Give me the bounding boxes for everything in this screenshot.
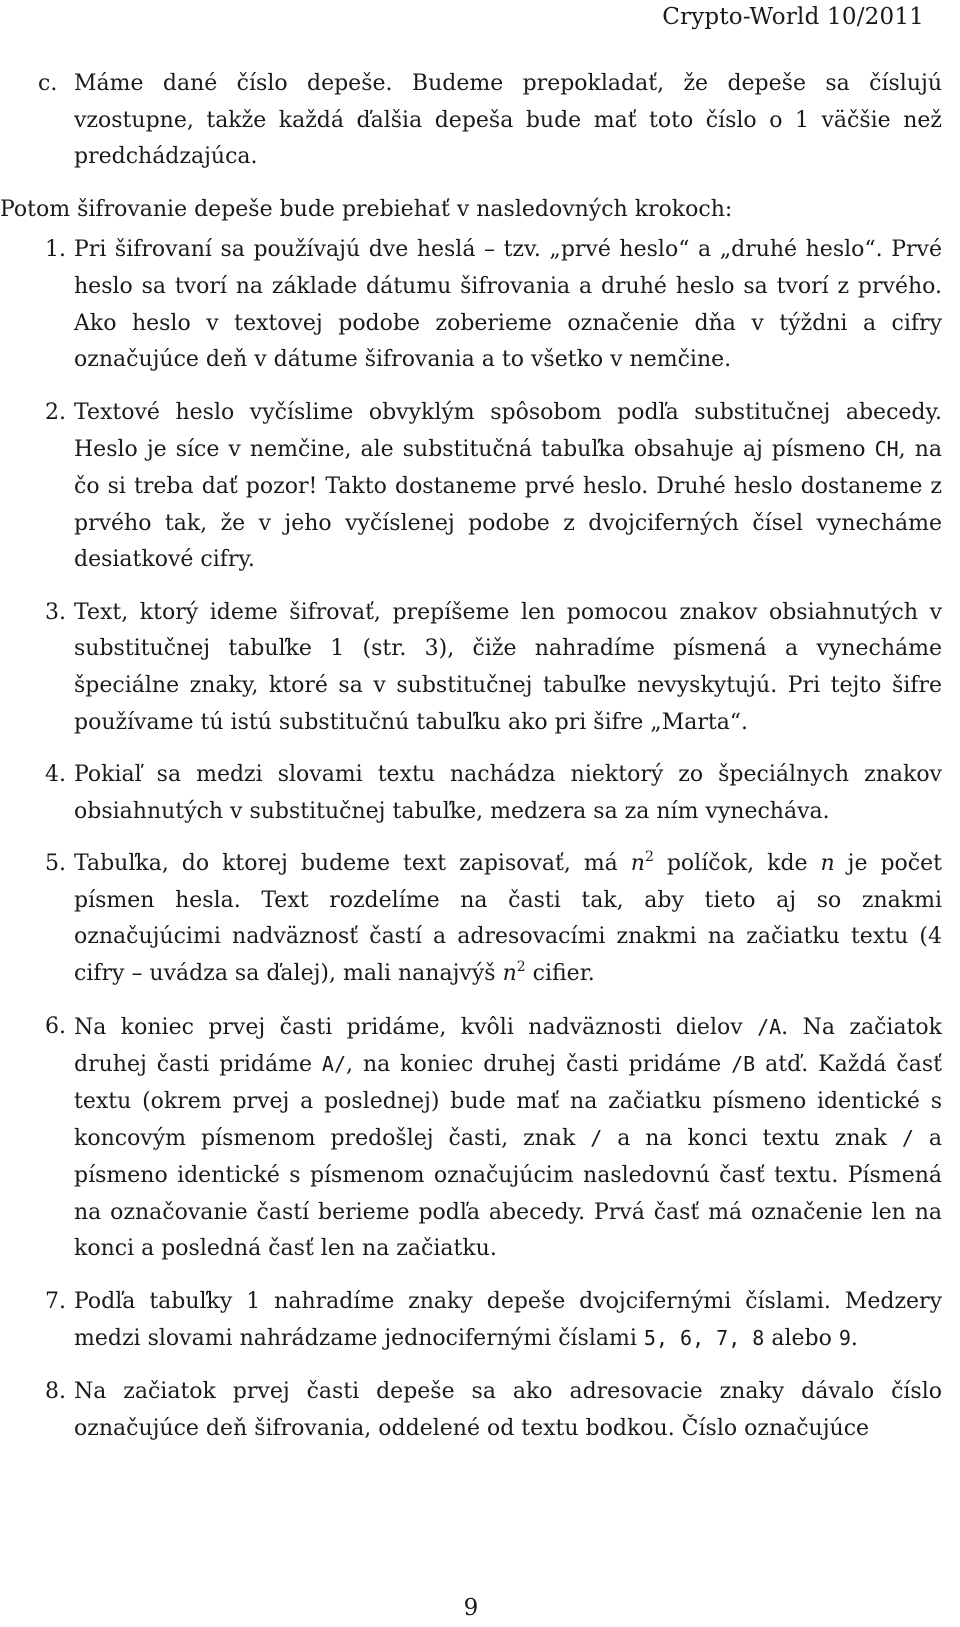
code-snippet: /A: [757, 1014, 782, 1039]
step-1: [0, 232, 942, 378]
step-3: [0, 595, 942, 741]
page-body: [0, 66, 942, 1447]
step-label: 1.: [45, 237, 66, 263]
step-text: a na konci textu znak: [602, 1126, 902, 1152]
step-text: Textové heslo vyčíslime obvyklým spôsobom podľa substitučnej abecedy. Heslo je síce v nemčine, ale substitučná tabuľka obsahuje aj písmeno: [74, 399, 942, 463]
step-text: cifier.: [525, 961, 595, 987]
step-text: . Na začiatok druhej časti pridáme: [74, 1014, 942, 1078]
code-snippet: 5, 6, 7, 8: [643, 1326, 765, 1351]
math-exponent: 2: [516, 959, 526, 976]
step-text: Pokiaľ sa medzi slovami textu nachádza niektorý zo špeciálnych znakov obsiahnutých v substitučnej tabuľke, medzera sa za ním vynecháva.: [74, 762, 942, 824]
code-snippet: /B: [731, 1052, 756, 1077]
step-text: Podľa tabuľky 1 nahradíme znaky depeše dvojcifernými číslami. Medzery medzi slovami nahrádzame jednocifernými číslami: [74, 1288, 942, 1352]
step-2: [0, 395, 942, 579]
step-text: Na začiatok prvej časti depeše sa ako adresovacie znaky dávalo číslo označujúce deň šifrovania, oddelené od textu bodkou. Číslo označujúce: [74, 1379, 942, 1441]
step-label: 3.: [45, 599, 66, 625]
step-text: atď. Každá časť textu (okrem prvej a poslednej) bude mať na začiatku písmeno identické s koncovým písmenom predošlej časti, znak: [74, 1052, 942, 1152]
step-label: 5.: [45, 851, 66, 877]
step-label: 7.: [45, 1288, 66, 1314]
step-text: Pri šifrovaní sa používajú dve heslá – tzv. „prvé heslo“ a „druhé heslo“. Prvé heslo sa tvorí na základe dátumu šifrovania a druhé heslo sa tvorí z prvého. Ako heslo v textovej podobe zoberieme označenie dňa v týždni a cifry označujúce deň v dátume šifrovania a to všetko v nemčine.: [74, 237, 942, 373]
step-label: 2.: [45, 399, 66, 425]
lead-paragraph: Potom šifrovanie depeše bude prebiehať v nasledovných krokoch:: [0, 196, 733, 222]
step-label: 8.: [45, 1379, 66, 1404]
list-item-c: [0, 66, 942, 176]
step-text: alebo: [764, 1326, 839, 1352]
step-text: Text, ktorý ideme šifrovať, prepíšeme len pomocou znakov obsiahnutých v substitučnej tabuľke 1 (str. 3), čiže nahradíme písmená a vynecháme špeciálne znaky, ktoré sa v substitučnej tabuľke nevyskytujú. Pri tejto šifre používame tú istú substitučnú tabuľku ako pri šifre „Marta“.: [74, 599, 942, 735]
step-label: 4.: [45, 762, 66, 788]
page-number: 9: [463, 1595, 479, 1621]
code-snippet: A/: [321, 1052, 347, 1077]
step-text: a písmeno identické s písmenom označujúcim nasledovnú časť textu. Písmená na označovanie častí berieme podľa abecedy. Prvá časť má označenie len na konci a posledná časť len na začiatku.: [74, 1126, 943, 1262]
list-item-text: Máme dané číslo depeše. Budeme prepokladať, že depeše sa číslujú vzostupne, takže každá ďalšia depeša bude mať toto číslo o 1 väčšie než predchádzajúca.: [74, 71, 942, 170]
math-variable: n: [630, 851, 645, 877]
step-text: Tabuľka, do ktorej budeme text zapisovať, má: [74, 851, 631, 877]
step-4: [0, 757, 942, 830]
step-5: [0, 846, 942, 992]
step-text: políčok, kde: [653, 851, 821, 877]
list-label: c.: [38, 71, 58, 96]
step-label: 6.: [45, 1013, 66, 1039]
step-text: .: [850, 1326, 858, 1352]
math-exponent: 2: [644, 849, 654, 866]
step-text: Na koniec prvej časti pridáme, kvôli nadväznosti dielov: [74, 1014, 758, 1040]
step-8: [0, 1374, 942, 1447]
step-text: je počet písmen hesla. Text rozdelíme na časti tak, aby tieto aj so znakmi označujúcimi nadväznosť častí a adresovacími znakmi na začiatku textu (4 cifry – uvádza sa ďalej), mali nanajvýš: [74, 851, 942, 987]
math-variable: n: [502, 961, 517, 987]
step-6: [0, 1009, 942, 1268]
code-snippet: /: [590, 1126, 603, 1151]
math-variable: n: [820, 851, 835, 877]
running-header: Crypto-World 10/2011: [662, 4, 924, 30]
step-7: [0, 1284, 942, 1358]
code-snippet: 9: [838, 1326, 851, 1351]
code-snippet: /: [901, 1126, 914, 1151]
step-text: , na čo si treba dať pozor! Takto dostaneme prvé heslo. Druhé heslo dostaneme z prvého tak, že v jeho vyčíslenej podobe z dvojciferných čísel vynecháme desiatkové cifry.: [74, 437, 942, 573]
code-snippet: CH: [874, 437, 899, 462]
step-text: , na koniec druhej časti pridáme: [346, 1052, 732, 1078]
